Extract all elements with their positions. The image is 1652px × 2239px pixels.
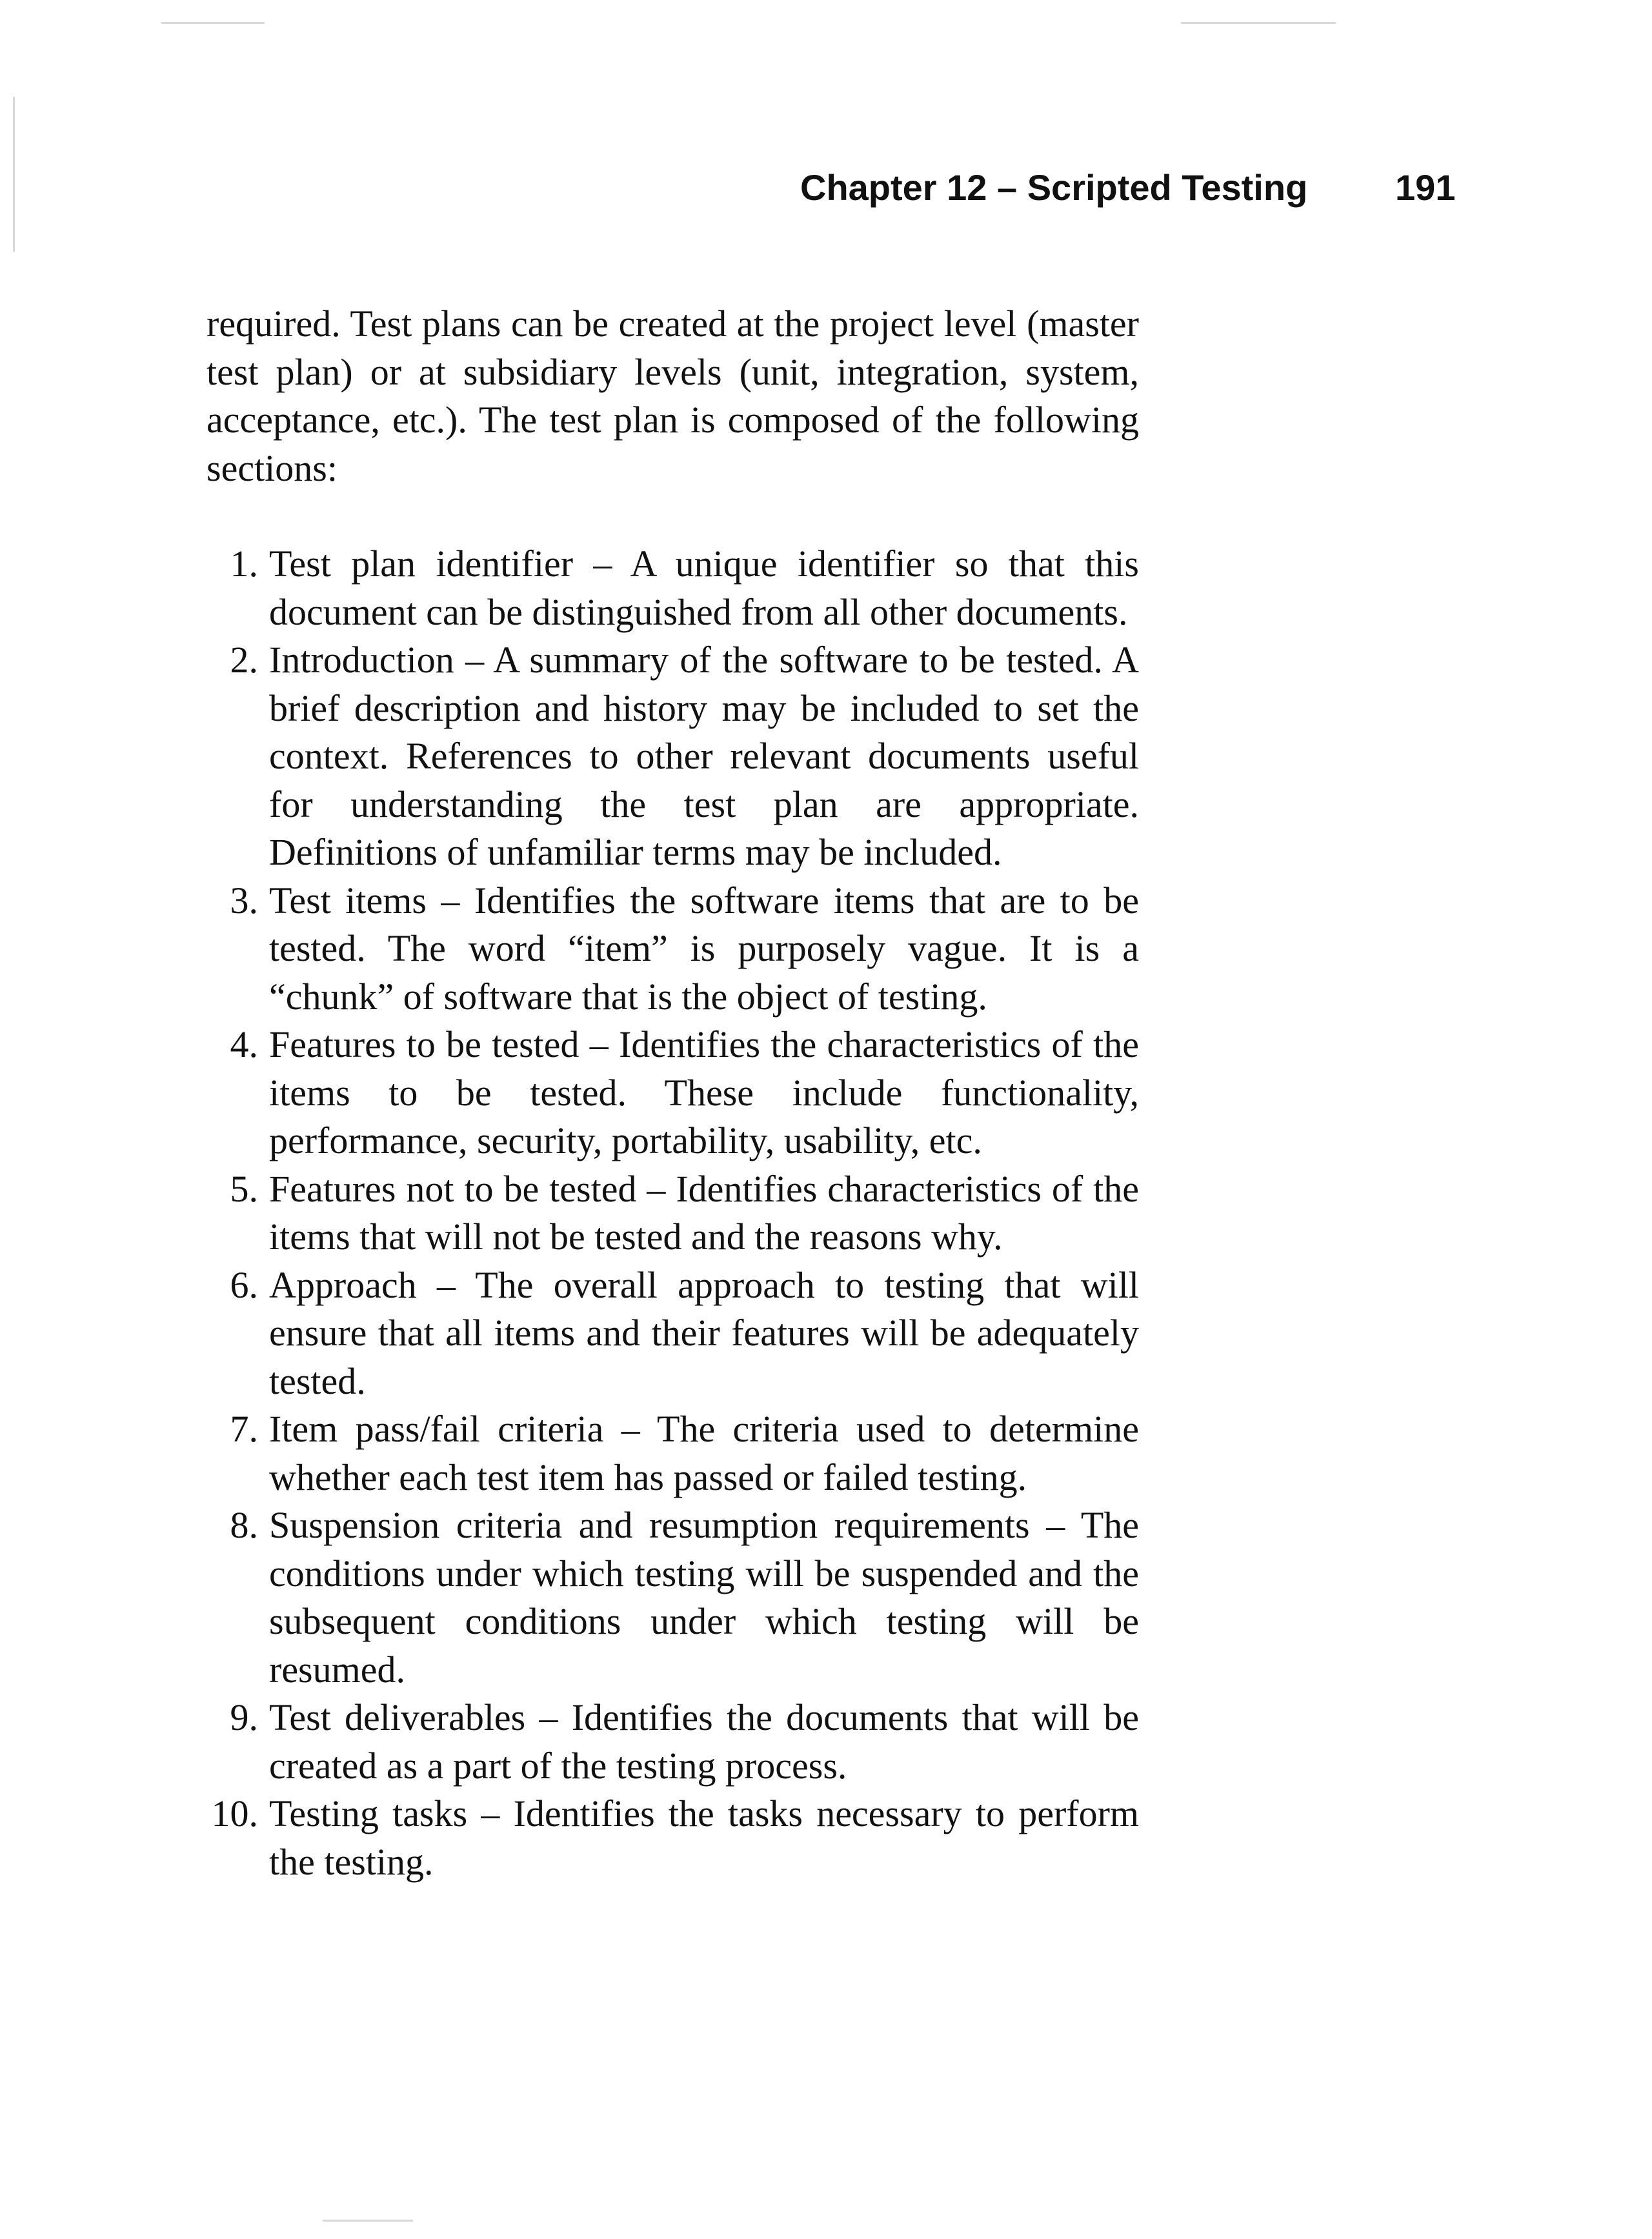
list-item-text: Test plan identifier – A unique identifier so that this document can be distinguished from all other documents. — [269, 543, 1139, 633]
list-item-number: 6. — [230, 1263, 258, 1306]
list-item-number: 1. — [230, 543, 258, 585]
list-item-text: Features to be tested – Identifies the characteristics of the items to be tested. These include functionality, performance, security, portability, usability, etc. — [269, 1023, 1139, 1161]
intro-paragraph: required. Test plans can be created at the project level (master test plan) or at subsidiary levels (unit, integration, system, acceptance, etc.). The test plan is composed of the following sections: — [206, 303, 1139, 489]
list-item — [206, 1405, 1139, 1501]
list-item — [206, 1165, 1139, 1261]
list-item-number: 2. — [230, 639, 258, 681]
list-item-text: Testing tasks – Identifies the tasks necessary to perform the testing. — [269, 1792, 1139, 1883]
list-item-text: Test deliverables – Identifies the documents that will be created as a part of the testing process. — [269, 1696, 1139, 1787]
test-plan-sections-list — [206, 540, 1139, 1886]
list-item-text: Test items – Identifies the software items that are to be tested. The word “item” is purposely vague. It is a “chunk” of software that is the object of testing. — [269, 879, 1139, 1018]
list-item-text: Suspension criteria and resumption requirements – The conditions under which testing will be suspended and the subsequent conditions under which testing will be resumed. — [269, 1504, 1139, 1691]
list-item-text: Approach – The overall approach to testing that will ensure that all items and their features will be adequately tested. — [269, 1263, 1139, 1402]
list-item-number: 7. — [230, 1408, 258, 1450]
list-item — [206, 1694, 1139, 1790]
list-item-text: Item pass/fail criteria – The criteria used to determine whether each test item has passed or failed testing. — [269, 1408, 1139, 1498]
list-item-number: 9. — [230, 1696, 258, 1738]
page-number: 191 — [1395, 167, 1456, 208]
list-item — [206, 1790, 1139, 1886]
list-item-text: Introduction – A summary of the software to be tested. A brief description and history may be included to set the context. References to other relevant documents useful for understanding the test plan are appropriate. Definitions of unfamiliar terms may be included. — [269, 639, 1139, 873]
scan-edge-mark-top-left — [161, 22, 265, 24]
body-text — [206, 300, 1139, 1886]
list-item-number: 3. — [230, 879, 258, 921]
scan-edge-mark-left — [13, 97, 15, 252]
list-item-text: Features not to be tested – Identifies characteristics of the items that will not be tested and the reasons why. — [269, 1167, 1139, 1258]
scan-edge-mark-top-right — [1181, 22, 1336, 24]
chapter-title: Chapter 12 – Scripted Testing — [800, 167, 1308, 208]
running-head — [800, 166, 1456, 218]
list-item — [206, 1261, 1139, 1406]
list-item — [206, 540, 1139, 636]
list-item — [206, 636, 1139, 877]
list-item — [206, 1501, 1139, 1694]
list-item-number: 10. — [211, 1792, 258, 1834]
scan-edge-mark-bottom — [323, 2220, 413, 2222]
list-item-number: 4. — [230, 1023, 258, 1065]
list-item — [206, 1021, 1139, 1165]
list-item — [206, 877, 1139, 1021]
list-item-number: 8. — [230, 1504, 258, 1546]
list-item-number: 5. — [230, 1167, 258, 1210]
